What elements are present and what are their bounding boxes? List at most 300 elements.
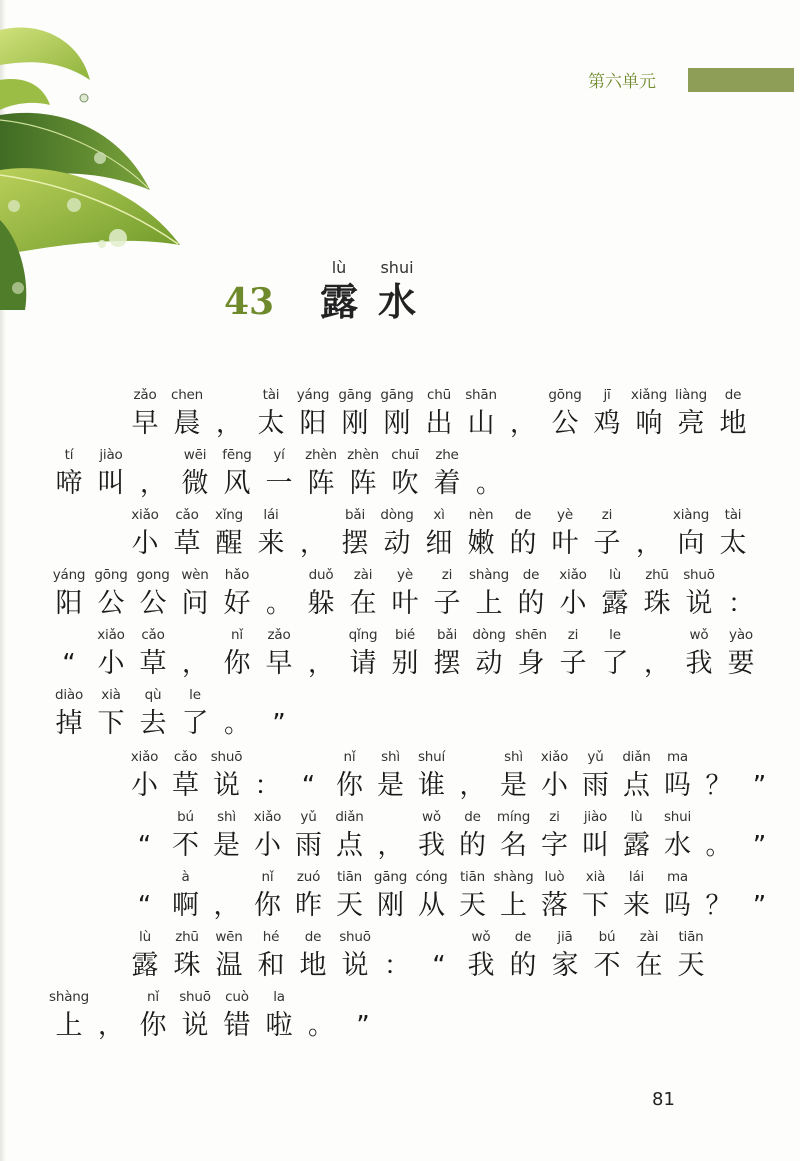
pinyin: xiàng (672, 507, 710, 523)
pinyin: yáng (296, 387, 330, 403)
pinyin: lù (630, 809, 643, 825)
hanzi: 亮 (677, 408, 705, 439)
pinyin: de (724, 387, 742, 403)
char-cell (329, 866, 370, 926)
pinyin: zài (353, 567, 373, 583)
punctuation-mark: ” (272, 709, 286, 739)
punctuation-mark: ， (459, 771, 486, 801)
char-cell (678, 564, 720, 624)
char-cell (247, 806, 288, 866)
pinyin: gōng (94, 567, 128, 583)
pinyin: cuò (225, 989, 249, 1005)
pinyin: shui (663, 809, 692, 825)
char-cell (48, 684, 90, 744)
hanzi: 露 (601, 588, 629, 619)
pinyin: xiǎng (630, 387, 668, 403)
hanzi: 落 (541, 890, 568, 921)
pinyin: shuō (339, 929, 371, 945)
char-cell (670, 504, 712, 564)
char-cell (720, 624, 762, 684)
punctuation-mark: 。 (307, 1011, 334, 1041)
hanzi: 小 (541, 770, 568, 801)
char-cell (334, 504, 376, 564)
char-cell (552, 624, 594, 684)
char-cell (616, 746, 657, 806)
char-cell (452, 866, 493, 926)
hanzi: 好 (223, 588, 251, 619)
punctuation (698, 746, 739, 806)
pinyin: zuó (296, 869, 321, 885)
pinyin: yào (729, 627, 753, 643)
punctuation-mark: ？ (705, 891, 732, 921)
hanzi: 小 (131, 528, 159, 559)
hanzi: 是 (500, 770, 527, 801)
pinyin: chū (427, 387, 451, 403)
punctuation (376, 926, 418, 986)
hanzi: 字 (541, 830, 568, 861)
pinyin: tiān (336, 869, 363, 885)
char-cell (329, 746, 370, 806)
pinyin: zi (549, 809, 560, 825)
hanzi: 啊 (172, 890, 199, 921)
hanzi: 雨 (582, 770, 609, 801)
char-cell (124, 504, 166, 564)
punctuation (342, 986, 384, 1046)
hanzi: 叫 (97, 468, 125, 499)
punctuation (124, 806, 165, 866)
hanzi: 吗 (664, 770, 691, 801)
punctuation (48, 624, 90, 684)
hanzi: 啦 (265, 1010, 293, 1041)
char-cell (166, 384, 208, 444)
char-cell (90, 684, 132, 744)
char-cell (48, 444, 90, 504)
hanzi: 子 (559, 648, 587, 679)
pinyin: xià (101, 687, 121, 703)
hanzi: 向 (677, 528, 705, 559)
hanzi: 了 (601, 648, 629, 679)
char-cell (132, 986, 174, 1046)
pinyin: tài (724, 507, 742, 523)
char-cell (418, 384, 460, 444)
char-cell (166, 926, 208, 986)
hanzi: 你 (139, 1010, 167, 1041)
text-line-10 (124, 926, 712, 986)
char-cell (670, 926, 712, 986)
char-cell (206, 746, 247, 806)
punctuation (292, 504, 334, 564)
pinyin: xiǎo (559, 567, 587, 583)
char-cell (300, 444, 342, 504)
char-cell (132, 564, 174, 624)
punctuation-mark: ： (383, 951, 410, 981)
punctuation (206, 866, 247, 926)
hanzi: 掉 (55, 708, 83, 739)
pinyin: shān (465, 387, 497, 403)
pinyin: cǎo (141, 627, 165, 643)
char-cell (712, 384, 754, 444)
punctuation (628, 504, 670, 564)
char-cell (493, 806, 534, 866)
char-cell (166, 504, 208, 564)
pinyin: gāng (338, 387, 372, 403)
hanzi: 醒 (215, 528, 243, 559)
text-line-2 (48, 444, 510, 504)
hanzi: 啼 (55, 468, 83, 499)
char-cell (288, 806, 329, 866)
pinyin: nǐ (261, 869, 274, 885)
char-cell (174, 684, 216, 744)
pinyin: shēn (515, 627, 547, 643)
hanzi: 下 (582, 890, 609, 921)
hanzi: 上 (500, 890, 527, 921)
char-cell (594, 624, 636, 684)
hanzi: 谁 (418, 770, 445, 801)
hanzi: 太 (719, 528, 747, 559)
pinyin: bǎi (345, 507, 365, 523)
text-line-6 (48, 684, 300, 744)
hanzi: 风 (223, 468, 251, 499)
char-cell (216, 986, 258, 1046)
hanzi: 我 (467, 950, 495, 981)
hanzi: 吹 (391, 468, 419, 499)
char-cell (132, 624, 174, 684)
char-cell (510, 624, 552, 684)
punctuation-mark: ， (213, 891, 240, 921)
hanzi: 要 (727, 648, 755, 679)
pinyin: ma (666, 749, 689, 765)
punctuation (174, 624, 216, 684)
hanzi: 天 (336, 890, 363, 921)
pinyin: de (304, 929, 322, 945)
pinyin: xiǎo (253, 809, 282, 825)
hanzi: 阳 (299, 408, 327, 439)
char-cell (48, 564, 90, 624)
hanzi: 我 (418, 830, 445, 861)
hanzi: 点 (336, 830, 363, 861)
hanzi: 你 (336, 770, 363, 801)
char-cell (258, 986, 300, 1046)
char-cell (247, 866, 288, 926)
pinyin: gāng (373, 869, 408, 885)
hanzi: 不 (172, 830, 199, 861)
hanzi: 来 (257, 528, 285, 559)
char-cell (452, 806, 493, 866)
punctuation (720, 564, 762, 624)
hanzi: 上 (55, 1010, 83, 1041)
hanzi: 请 (349, 648, 377, 679)
pinyin: nǐ (231, 627, 243, 643)
pinyin: zi (441, 567, 453, 583)
char-cell (534, 806, 575, 866)
pinyin: zài (639, 929, 659, 945)
char-cell (594, 564, 636, 624)
pinyin: hǎo (224, 567, 250, 583)
char-cell (678, 624, 720, 684)
text-line-5 (48, 624, 762, 684)
char-cell (90, 444, 132, 504)
pinyin: shàng (49, 989, 89, 1005)
pinyin: shàng (493, 869, 534, 885)
char-cell (544, 504, 586, 564)
pinyin: yǔ (587, 749, 604, 765)
char-cell (174, 986, 216, 1046)
char-cell (292, 926, 334, 986)
pinyin: qù (144, 687, 162, 703)
char-cell (329, 806, 370, 866)
pinyin: xiǎo (130, 749, 159, 765)
punctuation (258, 684, 300, 744)
hanzi: 草 (139, 648, 167, 679)
hanzi: 细 (425, 528, 453, 559)
hanzi: 是 (213, 830, 240, 861)
pinyin: zhū (645, 567, 669, 583)
char-cell (258, 444, 300, 504)
hanzi: 小 (131, 770, 158, 801)
hanzi: 出 (425, 408, 453, 439)
pinyin: dòng (380, 507, 414, 523)
pinyin: le (189, 687, 201, 703)
pinyin: nèn (468, 507, 494, 523)
char-cell (586, 926, 628, 986)
pinyin: yǔ (300, 809, 317, 825)
char-cell (636, 564, 678, 624)
punctuation-mark: ” (752, 831, 767, 861)
hanzi: 嫩 (467, 528, 495, 559)
punctuation-mark: ， (377, 831, 404, 861)
pinyin: shàng (469, 567, 509, 583)
pinyin: bǎi (437, 627, 457, 643)
char-cell (502, 926, 544, 986)
title-pinyin-1: lù (331, 258, 347, 277)
hanzi: 刚 (377, 890, 404, 921)
pinyin: wèn (181, 567, 209, 583)
title-char-2: 水 (377, 280, 416, 324)
char-cell (468, 564, 510, 624)
text-line-3 (124, 504, 754, 564)
unit-banner (688, 68, 794, 92)
char-cell (206, 806, 247, 866)
hanzi: 阳 (55, 588, 83, 619)
char-cell (342, 444, 384, 504)
char-cell (657, 746, 698, 806)
page-number: 81 (652, 1089, 675, 1110)
char-cell (90, 624, 132, 684)
pinyin: xiǎo (97, 627, 125, 643)
punctuation (300, 624, 342, 684)
char-cell (534, 746, 575, 806)
char-cell (300, 564, 342, 624)
punctuation-mark: 。 (223, 709, 250, 739)
char-cell (510, 564, 552, 624)
char-cell (376, 384, 418, 444)
char-cell (48, 986, 90, 1046)
hanzi: 阵 (307, 468, 335, 499)
char-cell (426, 624, 468, 684)
char-cell (552, 564, 594, 624)
hanzi: 山 (467, 408, 495, 439)
lesson-number: 43 (224, 281, 275, 323)
hanzi: 刚 (341, 408, 369, 439)
hanzi: 是 (377, 770, 404, 801)
char-cell (493, 746, 534, 806)
pinyin: fēng (222, 447, 252, 463)
pinyin: duǒ (308, 567, 334, 583)
hanzi: 错 (223, 1010, 251, 1041)
punctuation (258, 564, 300, 624)
text-line-7 (124, 746, 780, 806)
hanzi: 草 (173, 528, 201, 559)
pinyin: zǎo (267, 627, 291, 643)
char-cell (460, 384, 502, 444)
unit-label: 第六单元 (588, 72, 656, 92)
char-cell (544, 926, 586, 986)
pinyin: luò (544, 869, 565, 885)
text-line-9 (124, 866, 780, 926)
char-cell (174, 444, 216, 504)
char-cell (575, 746, 616, 806)
hanzi: 太 (257, 408, 285, 439)
hanzi: 一 (265, 468, 293, 499)
punctuation (418, 926, 460, 986)
pinyin: ma (666, 869, 689, 885)
pinyin: shì (217, 809, 236, 825)
hanzi: 叶 (391, 588, 419, 619)
hanzi: 刚 (383, 408, 411, 439)
char-cell (468, 624, 510, 684)
char-cell (628, 384, 670, 444)
punctuation-mark: ， (635, 529, 662, 559)
pinyin: shì (381, 749, 400, 765)
pinyin: diǎn (622, 749, 651, 765)
hanzi: 天 (459, 890, 486, 921)
pinyin: bié (394, 627, 416, 643)
hanzi: 问 (181, 588, 209, 619)
punctuation-mark: “ (62, 649, 76, 679)
char-cell (342, 564, 384, 624)
char-cell (250, 504, 292, 564)
punctuation-mark: “ (137, 891, 152, 921)
pinyin: bú (598, 929, 616, 945)
hanzi: 公 (139, 588, 167, 619)
char-cell (384, 444, 426, 504)
punctuation (132, 444, 174, 504)
punctuation (698, 866, 739, 926)
pinyin: la (273, 989, 285, 1005)
title-pinyin-2: shui (380, 258, 414, 277)
pinyin: nǐ (147, 989, 159, 1005)
char-cell (208, 926, 250, 986)
pinyin: de (464, 809, 481, 825)
char-cell (124, 384, 166, 444)
char-cell (174, 564, 216, 624)
text-line-8 (124, 806, 780, 866)
hanzi: 晨 (173, 408, 201, 439)
hanzi: 子 (593, 528, 621, 559)
hanzi: 公 (551, 408, 579, 439)
pinyin: zi (567, 627, 579, 643)
char-cell (586, 384, 628, 444)
pinyin: nǐ (343, 749, 356, 765)
char-cell (411, 806, 452, 866)
hanzi: 微 (181, 468, 209, 499)
pinyin: shuō (210, 749, 243, 765)
char-cell (616, 806, 657, 866)
hanzi: 地 (719, 408, 747, 439)
char-cell (165, 866, 206, 926)
punctuation (247, 746, 288, 806)
punctuation (300, 986, 342, 1046)
pinyin: wēn (215, 929, 243, 945)
char-cell (288, 866, 329, 926)
hanzi: 说 (213, 770, 240, 801)
char-cell (124, 926, 166, 986)
pinyin: yè (397, 567, 413, 583)
punctuation (216, 684, 258, 744)
pinyin: à (181, 869, 190, 885)
hanzi: 响 (635, 408, 663, 439)
text-line-11 (48, 986, 384, 1046)
punctuation-mark: ： (254, 771, 281, 801)
punctuation-mark: ， (97, 1011, 124, 1041)
pinyin: zhèn (347, 447, 379, 463)
punctuation-mark: ， (643, 649, 670, 679)
punctuation (739, 746, 780, 806)
hanzi: 珠 (643, 588, 671, 619)
char-cell (426, 444, 468, 504)
hanzi: 子 (433, 588, 461, 619)
hanzi: 草 (172, 770, 199, 801)
hanzi: 吗 (664, 890, 691, 921)
punctuation-mark: ， (307, 649, 334, 679)
pinyin: xiǎo (131, 507, 159, 523)
punctuation (452, 746, 493, 806)
char-cell (370, 866, 411, 926)
pinyin: de (514, 507, 532, 523)
punctuation-mark: 。 (705, 831, 732, 861)
pinyin: zhe (435, 447, 459, 463)
hanzi: 点 (623, 770, 650, 801)
hanzi: 露 (623, 830, 650, 861)
char-cell (124, 746, 165, 806)
pinyin: yí (273, 447, 285, 463)
char-cell (575, 806, 616, 866)
pinyin: diào (54, 687, 84, 703)
pinyin: qǐng (348, 627, 378, 643)
pinyin: jiào (99, 447, 123, 463)
pinyin: wǒ (689, 627, 709, 643)
punctuation-mark: ， (299, 529, 326, 559)
hanzi: 下 (97, 708, 125, 739)
text-line-1 (124, 384, 754, 444)
pinyin: xì (433, 507, 445, 523)
char-cell (384, 624, 426, 684)
char-cell (411, 746, 452, 806)
char-cell (216, 444, 258, 504)
hanzi: 摆 (341, 528, 369, 559)
hanzi: 着 (433, 468, 461, 499)
pinyin: tiān (678, 929, 704, 945)
char-cell (411, 866, 452, 926)
char-cell (334, 926, 376, 986)
hanzi: 说 (685, 588, 713, 619)
punctuation-mark: ， (509, 409, 536, 439)
hanzi: 昨 (295, 890, 322, 921)
punctuation-mark: “ (137, 831, 152, 861)
pinyin: wēi (183, 447, 207, 463)
char-cell (90, 564, 132, 624)
pinyin: gong (136, 567, 170, 583)
